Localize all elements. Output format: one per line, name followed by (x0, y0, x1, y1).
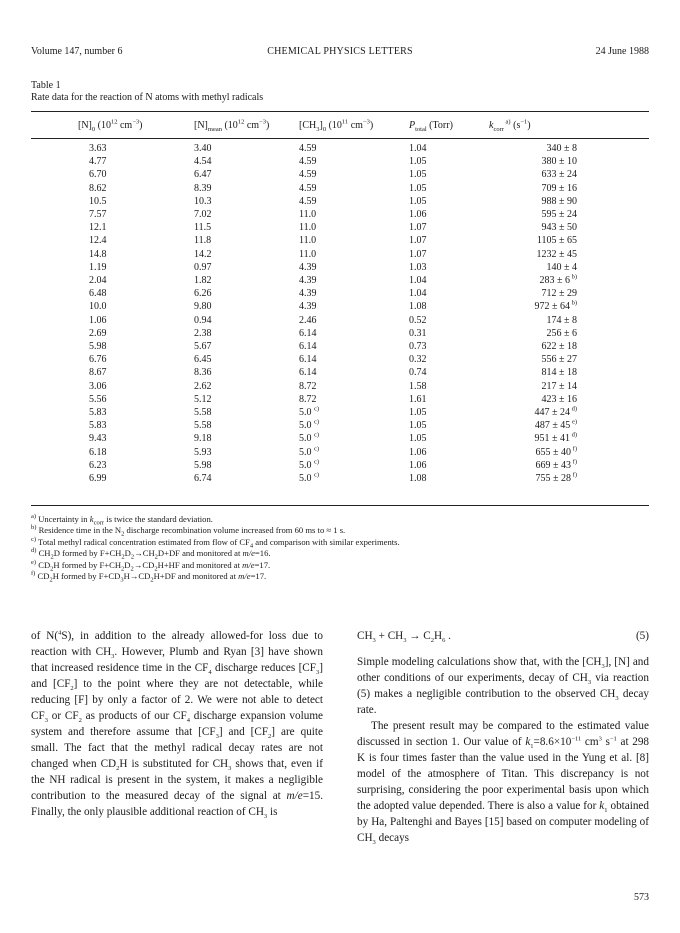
table-cell: 6.26 (194, 288, 212, 300)
table-cell: 6.76 (89, 354, 107, 366)
table-row (31, 248, 649, 261)
table-cell: 3.06 (89, 380, 107, 392)
col-header-nmean: $[N]_{mean}$ ($10^{12}$ $cm^{-3}$) (194, 118, 270, 133)
table-cell: 4.59 (299, 182, 317, 194)
table-cell: 1.04 (409, 288, 427, 300)
table-cell: 5.58 (194, 407, 212, 419)
table-cell: 5.0 $^{c)}$ (299, 405, 320, 419)
table-cell: 6.45 (194, 354, 212, 366)
table-cell: 0.97 (194, 261, 212, 273)
table-cell: 1.82 (194, 275, 212, 287)
table-cell: 1.03 (409, 261, 427, 273)
col-header-n0: $[N]_0$ ($10^{12}$ $cm^{-3}$) (78, 118, 143, 133)
table-cell: 8.39 (194, 182, 212, 194)
table-cell: 1.08 (409, 301, 427, 313)
table-cell: 1.04 (409, 275, 427, 287)
table-cell: 0.74 (409, 367, 427, 379)
table-cell: 2.69 (89, 327, 107, 339)
table-cell: 6.18 (89, 446, 107, 458)
table-row (31, 406, 649, 419)
table-cell: 5.93 (194, 446, 212, 458)
left-paragraph: of N($^4$S), in addition to the already allowed-for loss due to reaction with $CH_3$. However, Plumb and Ryan [3] have shown that increased residence time in the $CF_4$ discharge reduces $[CF_3]$ and $[CF_2]$ to the point where they are not detectable, while reducing [F] by only a factor of 2. We were not able to detect $CF_3$ or $CF_2$ as products of our $CF_4$ discharge expansion volume system and therefore assume that $[CF_3]$ and $[CF_2]$ are quite small. The fact that the methyl radical decay rates are not changed when $CD_2H$ is substituted for $CH_3$ shows that, even if the NH radical is present in the system, it makes a negligible contribution to the measured decay of the signal at m/e=15. Finally, the only plausible additional reaction of $CH_3$ is (31, 629, 324, 821)
table-cell: 5.0 $^{c)}$ (299, 471, 320, 485)
kcorr-cell: 380 ± 10 (541, 156, 577, 168)
issue-date: 24 June 1988 (595, 46, 649, 57)
kcorr-cell: 174 ± 8 (546, 314, 577, 326)
table-cell: 6.14 (299, 367, 317, 379)
footnote-d: $^{d)}$ $CH_2D$ formed by $F+CH_2D_2\to CH_2D+DF$ and monitored at m/e=16. (31, 547, 271, 561)
footnote-c: $^{c)}$ Total methyl radical concentration estimated from flow of $CF_4$ and comparison with similar experiments. (31, 535, 400, 550)
table-cell: 1.07 (409, 248, 427, 260)
table-cell: 11.8 (194, 235, 212, 247)
table-row (31, 366, 649, 379)
kcorr-cell: 340 ± 8 (546, 143, 577, 154)
table-cell: 4.39 (299, 301, 317, 313)
table-cell: 5.0 $^{c)}$ (299, 432, 320, 445)
table-cell: 1.08 (409, 473, 427, 485)
table-cell: 4.59 (299, 169, 317, 181)
col-header-kcorr: $k_{corr}$ $^{a)}$ $(s^{-1})$ (489, 118, 531, 133)
table-cell: 11.5 (194, 222, 212, 234)
kcorr-cell: 943 ± 50 (541, 222, 577, 234)
table-cell: 1.06 (89, 314, 107, 326)
table-label: Table 1 (31, 80, 61, 91)
table-row (31, 314, 649, 327)
table-cell: 4.39 (299, 275, 317, 287)
table-caption: Rate data for the reaction of N atoms with methyl radicals (31, 92, 264, 103)
table-cell: 8.72 (299, 380, 317, 392)
kcorr-cell: 988 ± 90 (541, 195, 577, 207)
table-cell: 5.98 (89, 341, 107, 353)
table-cell: 7.57 (89, 209, 107, 221)
col-header-ptotal: $P_{total}$ (Torr) (409, 119, 453, 133)
footnote-a: $^{a)}$ Uncertainty in $k_{corr}$ is twice the standard deviation. (31, 513, 213, 527)
table-cell: 0.94 (194, 314, 212, 326)
table-cell: 3.63 (89, 143, 107, 154)
table-row (31, 472, 649, 485)
kcorr-cell: 447 ± 24 $^{d)}$ (534, 405, 577, 419)
table-row (31, 300, 649, 313)
table-footnotes (31, 514, 649, 582)
footnote-e: $^{e)}$ $CD_2H$ formed by $F+CH_2D_2\to CD_2H+HF$ and monitored at m/e=17. (31, 558, 271, 573)
table-cell: 8.72 (299, 393, 317, 405)
table-cell: 10.3 (194, 195, 212, 207)
table-cell: 1.58 (409, 380, 427, 392)
table-cell: 5.0 $^{c)}$ (299, 418, 320, 432)
table-cell: 6.14 (299, 327, 317, 339)
table-cell: 14.2 (194, 248, 212, 260)
table-cell: 6.23 (89, 459, 107, 471)
table-row (31, 340, 649, 353)
table-cell: 9.80 (194, 301, 212, 313)
table-cell: 1.06 (409, 459, 427, 471)
table-cell: 7.02 (194, 209, 212, 221)
table-cell: 8.36 (194, 367, 212, 379)
table-cell: 5.67 (194, 341, 212, 353)
table-cell: 1.07 (409, 235, 427, 247)
table-cell: 6.48 (89, 288, 107, 300)
col-header-ch3: $[CH_3]_0$ ($10^{11}$ $cm^{-3}$) (299, 118, 374, 133)
volume-info: Volume 147, number 6 (31, 46, 123, 57)
table-bottom-rule (31, 505, 649, 506)
kcorr-cell: 487 ± 45 $^{e)}$ (534, 418, 577, 432)
table-cell: 0.32 (409, 354, 427, 366)
table-cell: 5.0 $^{c)}$ (299, 458, 320, 471)
equation-5 (357, 628, 649, 644)
footnote-f: $^{f)}$ $CD_2H$ formed by $F+CD_3H\to CD_2H+DF$ and monitored at m/e=17. (31, 570, 267, 584)
table-cell: 9.43 (89, 433, 107, 445)
kcorr-cell: 755 ± 28 $^{f)}$ (535, 471, 577, 485)
body-column-left (31, 628, 323, 820)
table-cell: 0.31 (409, 327, 427, 339)
kcorr-cell: 669 ± 43 $^{f)}$ (535, 458, 577, 471)
table-row (31, 208, 649, 221)
table-cell: 5.0 $^{c)}$ (299, 445, 320, 458)
table-row (31, 327, 649, 340)
table-cell: 12.4 (89, 235, 107, 247)
table-cell: 6.47 (194, 169, 212, 181)
kcorr-cell: 140 ± 4 (546, 261, 577, 273)
table-row (31, 380, 649, 393)
equation-number: (5) (635, 630, 649, 642)
table-cell: 0.52 (409, 314, 427, 326)
table-cell: 6.14 (299, 341, 317, 353)
table-row (31, 261, 649, 274)
kcorr-cell: 1105 ± 65 (536, 235, 577, 247)
table-cell: 6.14 (299, 354, 317, 366)
kcorr-cell: 712 ± 29 (541, 288, 577, 300)
table-cell: 8.67 (89, 367, 107, 379)
table-cell: 1.04 (409, 143, 427, 154)
table-cell: 6.99 (89, 473, 107, 485)
table-cell: 1.05 (409, 182, 427, 194)
table-cell: 2.04 (89, 275, 107, 287)
table-cell: 4.39 (299, 261, 317, 273)
table-cell: 3.40 (194, 143, 212, 154)
table-cell: 4.54 (194, 156, 212, 168)
table-row (31, 459, 649, 472)
table-cell: 5.83 (89, 407, 107, 419)
journal-name: CHEMICAL PHYSICS LETTERS (267, 46, 413, 57)
table-row (31, 274, 649, 287)
kcorr-cell: 709 ± 16 (541, 182, 577, 194)
table-row (31, 221, 649, 234)
table-cell: 1.06 (409, 446, 427, 458)
table-row (31, 182, 649, 195)
table-cell: 11.0 (299, 209, 317, 221)
table-cell: 4.59 (299, 143, 317, 154)
table-cell: 10.0 (89, 301, 107, 313)
body-column-right (357, 628, 649, 846)
table-cell: 12.1 (89, 222, 107, 234)
table-cell: 1.05 (409, 407, 427, 419)
table-cell: 1.05 (409, 169, 427, 181)
table-cell: 0.73 (409, 341, 427, 353)
kcorr-cell: 423 ± 16 (541, 393, 577, 405)
kcorr-cell: 283 ± 6 $^{b)}$ (539, 273, 577, 287)
table-cell: 5.58 (194, 420, 212, 432)
table-cell: 6.74 (194, 473, 212, 485)
table-row (31, 155, 649, 168)
kcorr-cell: 556 ± 27 (541, 354, 577, 366)
table-cell: 11.0 (299, 235, 317, 247)
table-cell: 5.12 (194, 393, 212, 405)
table-cell: 5.98 (194, 459, 212, 471)
table-cell: 1.05 (409, 420, 427, 432)
table-row (31, 195, 649, 208)
table-cell: 4.59 (299, 156, 317, 168)
table-cell: 2.46 (299, 314, 317, 326)
table-row (31, 353, 649, 366)
table-cell: 4.77 (89, 156, 107, 168)
table-row (31, 432, 649, 445)
kcorr-cell: 1232 ± 45 (536, 248, 577, 260)
kcorr-cell: 595 ± 24 (541, 209, 577, 221)
table-cell: 1.61 (409, 393, 427, 405)
equation-text: $CH_3 + CH_3 \to C_2H_6$ . (357, 630, 451, 645)
table-cell: 10.5 (89, 195, 107, 207)
table-header-row (31, 113, 649, 137)
table-cell: 9.18 (194, 433, 212, 445)
kcorr-cell: 814 ± 18 (541, 367, 577, 379)
table-cell: 6.70 (89, 169, 107, 181)
table-cell: 14.8 (89, 248, 107, 260)
footnote-b: $^{b)}$ Residence time in the $N_2$ discharge recombination volume increased from 60 ms to ≈ 1 s. (31, 524, 346, 539)
right-paragraph-1: Simple modeling calculations show that, with the $[CH_3]$, [N] and other conditions of our experiments, decay of $CH_3$ via reaction (5) makes a negligible contribution to the observed $CH_3$ decay rate. (357, 656, 649, 716)
table-row (31, 287, 649, 300)
table-top-rule (31, 111, 649, 112)
table-cell: 1.05 (409, 433, 427, 445)
table-body (31, 137, 649, 485)
table-cell: 4.39 (299, 288, 317, 300)
table-cell: 2.38 (194, 327, 212, 339)
kcorr-cell: 256 ± 6 (546, 327, 577, 339)
kcorr-cell: 972 ± 64 $^{b)}$ (534, 300, 577, 313)
table-cell: 11.0 (299, 248, 317, 260)
table-cell: 5.56 (89, 393, 107, 405)
table-cell: 2.62 (194, 380, 212, 392)
table-row (31, 234, 649, 247)
running-header (31, 46, 649, 62)
table-row (31, 137, 649, 155)
table-cell: 5.83 (89, 420, 107, 432)
table-cell: 1.05 (409, 156, 427, 168)
kcorr-cell: 217 ± 14 (541, 380, 577, 392)
table-row (31, 446, 649, 459)
table-cell: 11.0 (299, 222, 317, 234)
table-cell: 1.07 (409, 222, 427, 234)
table-cell: 1.06 (409, 209, 427, 221)
rate-data-table (31, 113, 649, 485)
table-cell: 4.59 (299, 195, 317, 207)
table-cell: 1.05 (409, 195, 427, 207)
page-number: 573 (634, 892, 649, 903)
table-row (31, 393, 649, 406)
kcorr-cell: 951 ± 41 $^{d)}$ (534, 432, 577, 445)
right-paragraph-2: The present result may be compared to the estimated value discussed in section 1. Our value of $k_1=8.6\times 10^{-11}$ $cm^3$ $s^{-1}$ at 298 K is four times faster than the value used in the Yung et al. [8] model of the atmosphere of Titan. This discrepancy is not surprising, considering the poor experimental basis upon which the adopted value depended. There is also a value for $k_1$ obtained by Ha, Paltenghi and Bayes [15] based on computer modeling of $CH_3$ decays (357, 720, 650, 847)
table-row (31, 168, 649, 181)
table-row (31, 419, 649, 432)
table-cell: 1.19 (89, 261, 107, 273)
table-cell: 8.62 (89, 182, 107, 194)
kcorr-cell: 622 ± 18 (541, 341, 577, 353)
kcorr-cell: 655 ± 40 $^{f)}$ (535, 445, 577, 458)
kcorr-cell: 633 ± 24 (541, 169, 577, 181)
